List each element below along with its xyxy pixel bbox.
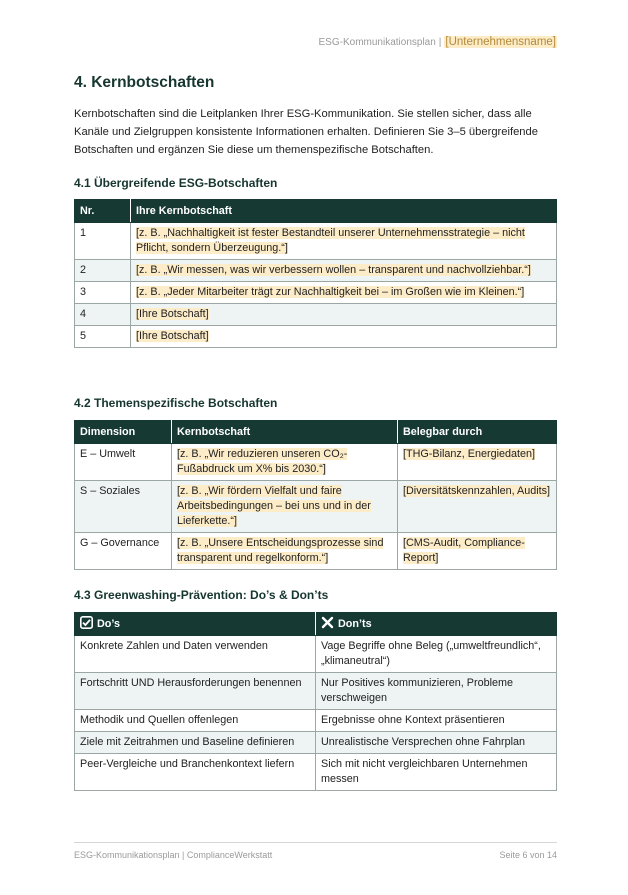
header-company-placeholder: [Unternehmensname] [445,36,556,48]
row-number: 1 [75,223,131,260]
evidence-placeholder: [THG-Bilanz, Energiedaten] [403,448,536,460]
dont-cell: Ergebnisse ohne Kontext präsentieren [316,710,557,732]
footer-document-info: ESG-Kommunikationsplan | ComplianceWerkstatt [74,850,273,860]
do-cell: Fortschritt UND Herausforderungen benennen [75,673,316,710]
evidence-cell [398,533,557,570]
table-row [75,636,557,673]
evidence-cell [398,481,557,533]
greenwashing-dos-donts-table [74,612,557,791]
table-row [75,282,557,304]
column-header-message: Kernbotschaft [172,421,398,444]
row-number: 5 [75,326,131,348]
message-cell [172,481,398,533]
subsection-title-4-3: 4.3 Greenwashing-Prävention: Do’s & Don’ts [74,588,329,602]
table-row [75,533,557,570]
table-row [75,710,557,732]
dimension-cell: G – Governance [75,533,172,570]
message-placeholder: [z. B. „Wir messen, was wir verbessern wollen – transparent und nachvollziehbar.“] [136,264,531,276]
overarching-messages-table [74,199,557,348]
footer-divider [74,842,557,843]
message-cell [131,326,557,348]
row-number: 3 [75,282,131,304]
dimension-cell: S – Soziales [75,481,172,533]
dont-cell: Sich mit nicht vergleichbaren Unternehmen messen [316,754,557,791]
table-row [75,304,557,326]
row-number: 4 [75,304,131,326]
do-cell: Peer-Vergleiche und Branchenkontext liefern [75,754,316,791]
do-cell: Methodik und Quellen offenlegen [75,710,316,732]
table-row [75,754,557,791]
column-header-dos [75,613,316,636]
message-cell [131,282,557,304]
header-plan-title: ESG-Kommunikationsplan [318,37,436,48]
message-cell [131,304,557,326]
do-cell: Ziele mit Zeitrahmen und Baseline definieren [75,732,316,754]
table-row [75,732,557,754]
subsection-title-4-2: 4.2 Themenspezifische Botschaften [74,396,278,410]
table-row [75,673,557,710]
column-header-message: Ihre Kernbotschaft [131,200,557,223]
message-placeholder: [z. B. „Wir fördern Vielfalt und faire Arbeitsbedingungen – bei uns und in der Lieferkette.“] [177,485,371,527]
subsection-title-4-1: 4.1 Übergreifende ESG-Botschaften [74,176,278,190]
message-placeholder: [z. B. „Unsere Entscheidungsprozesse sind transparent und regelkonform.“] [177,537,384,564]
table-header-row [75,613,557,636]
table-row [75,326,557,348]
message-placeholder: [Ihre Botschaft] [136,330,209,342]
message-placeholder: [Ihre Botschaft] [136,308,209,320]
dont-cell: Vage Begriffe ohne Beleg („umweltfreundlich“, „klimaneutral“) [316,636,557,673]
column-header-nr: Nr. [75,200,131,223]
topic-messages-table [74,420,557,570]
section-intro: Kernbotschaften sind die Leitplanken Ihrer ESG-Kommunikation. Sie stellen sicher, dass alle Kanäle und Zielgruppen konsistente Informationen erhalten. Definieren Sie 3–5 übergreifende Botschaften und ergänzen Sie diese um themenspezifische Botschaften. [74,108,538,156]
checkbox-check-icon [80,616,93,629]
table-row [75,481,557,533]
message-cell [131,260,557,282]
column-header-dimension: Dimension [75,421,172,444]
row-number: 2 [75,260,131,282]
table-header-row [75,421,557,444]
table-row [75,444,557,481]
column-header-donts [316,613,557,636]
message-cell [131,223,557,260]
cross-icon [321,616,334,629]
footer-page-number: Seite 6 von 14 [499,850,557,860]
column-header-evidence: Belegbar durch [398,421,557,444]
page-header [319,36,557,48]
dos-label: Do’s [97,618,120,630]
evidence-placeholder: [Diversitätskennzahlen, Audits] [403,485,551,497]
message-placeholder: [z. B. „Jeder Mitarbeiter trägt zur Nachhaltigkeit bei – im Großen wie im Kleinen.“] [136,286,525,298]
header-separator: | [438,37,442,48]
table-row [75,223,557,260]
message-placeholder: [z. B. „Nachhaltigkeit ist fester Bestandteil unserer Unternehmensstrategie – nicht Pflicht, sondern Überzeugung.“] [136,227,525,254]
dimension-cell: E – Umwelt [75,444,172,481]
section-title: 4. Kernbotschaften [74,74,215,91]
message-cell [172,444,398,481]
evidence-cell [398,444,557,481]
dont-cell: Nur Positives kommunizieren, Probleme verschweigen [316,673,557,710]
donts-label: Don’ts [338,618,372,630]
do-cell: Konkrete Zahlen und Daten verwenden [75,636,316,673]
message-placeholder: [z. B. „Wir reduzieren unseren CO₂-Fußabdruck um X% bis 2030.“] [177,448,348,475]
dont-cell: Unrealistische Versprechen ohne Fahrplan [316,732,557,754]
message-cell [172,533,398,570]
table-header-row [75,200,557,223]
table-row [75,260,557,282]
evidence-placeholder: [CMS-Audit, Compliance-Report] [403,537,525,564]
